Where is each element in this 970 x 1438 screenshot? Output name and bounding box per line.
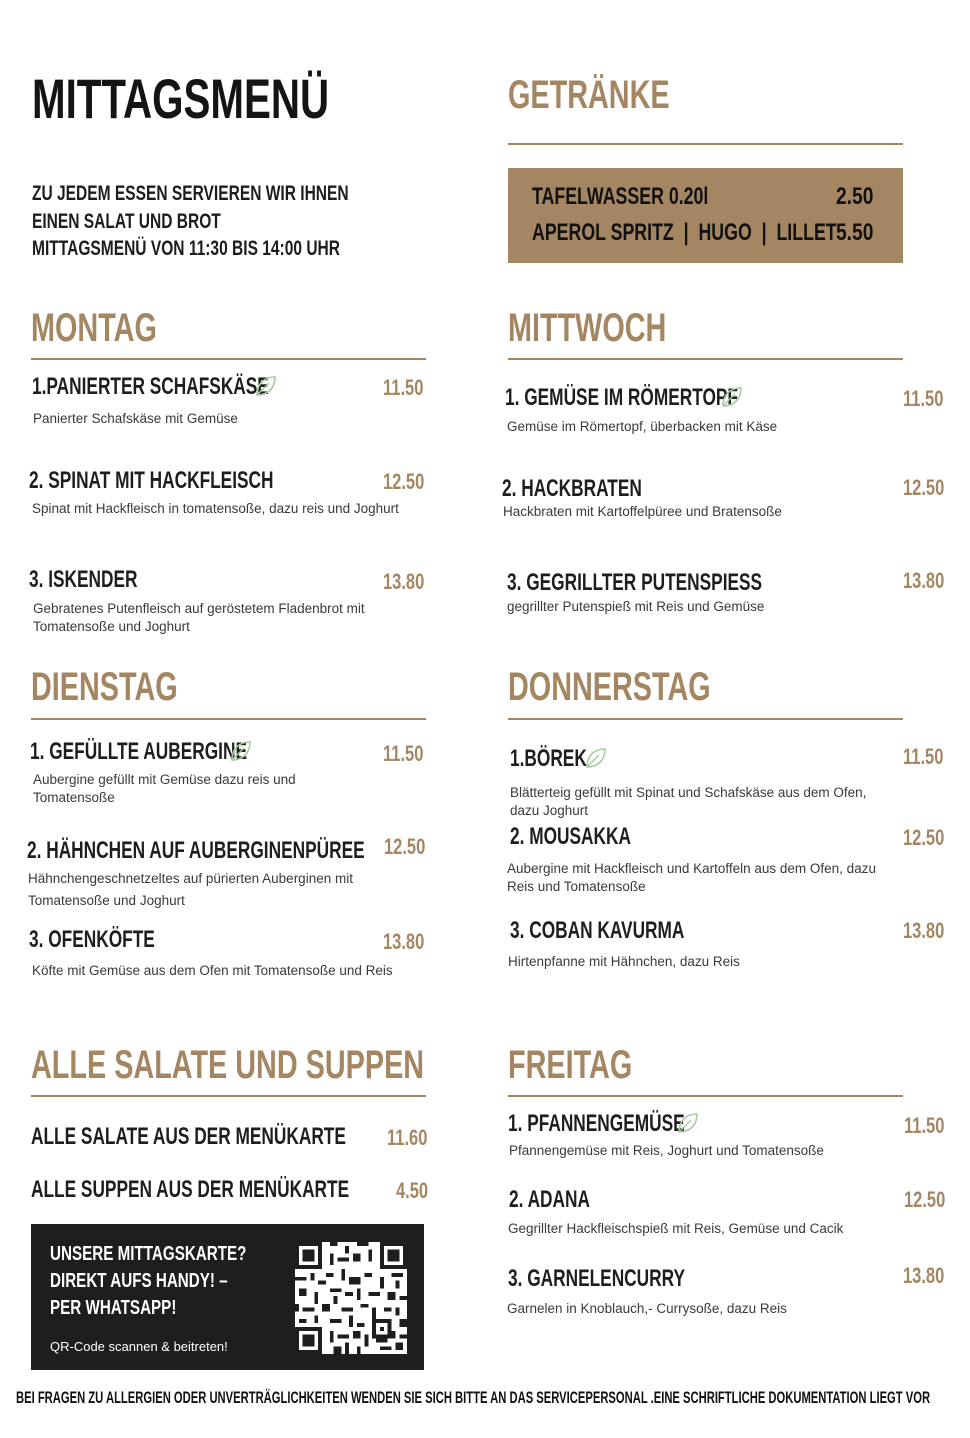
dish-description: Köfte mit Gemüse aus dem Ofen mit Tomatensoße und Reis — [32, 963, 393, 978]
dish-name: 1. PFANNENGEMÜSE — [508, 1110, 685, 1137]
divider — [508, 1095, 903, 1097]
dish-description: Garnelen in Knoblauch,- Currysoße, dazu Reis — [507, 1301, 787, 1316]
dish-description: Aubergine gefüllt mit Gemüse dazu reis und Tomatensoße — [33, 772, 296, 805]
dish-description: Aubergine mit Hackfleisch und Kartoffeln aus dem Ofen, dazu Reis und Tomatensoße — [507, 861, 876, 894]
dish-price: 13.80 — [383, 929, 425, 954]
dish-price: 12.50 — [904, 1187, 946, 1212]
dish-price: 4.50 — [396, 1178, 429, 1203]
dish-name: 1. GEMÜSE IM RÖMERTOPF — [505, 384, 738, 411]
dish-description: Hirtenpfanne mit Hähnchen, dazu Reis — [508, 954, 740, 969]
dish-name: 1.BÖREK — [510, 745, 587, 772]
dish-name: 2. HACKBRATEN — [502, 475, 642, 502]
dish-description: Hähnchengeschnetzeltes auf pürierten Auberginen mit Tomatensoße und Joghurt — [28, 871, 353, 908]
leaf-icon — [719, 385, 743, 409]
section-title-getraenke: GETRÄNKE — [508, 73, 670, 117]
dish-name: 3. COBAN KAVURMA — [510, 917, 685, 944]
leaf-icon — [675, 1111, 699, 1135]
dish-price: 13.80 — [903, 918, 945, 943]
divider — [31, 1095, 426, 1097]
dish-price: 13.80 — [903, 1263, 945, 1288]
dish-price: 12.50 — [903, 475, 945, 500]
promo-line-1: UNSERE MITTAGSKARTE? — [50, 1243, 247, 1265]
dish-description: Gemüse im Römertopf, überbacken mit Käse — [507, 419, 778, 434]
dish-name: 2. SPINAT MIT HACKFLEISCH — [29, 467, 274, 494]
dish-name: 1. GEFÜLLTE AUBERGINE — [30, 738, 247, 765]
section-title-freitag: FREITAG — [508, 1043, 633, 1087]
dish-price: 12.50 — [383, 469, 425, 494]
promo-line-2: DIREKT AUFS HANDY! – — [50, 1270, 228, 1292]
dish-price: 12.50 — [903, 825, 945, 850]
dish-description: gegrillter Putenspieß mit Reis und Gemüse — [507, 599, 765, 614]
dish-name: 3. GARNELENCURRY — [508, 1265, 685, 1292]
dish-description: Blätterteig gefüllt mit Spinat und Schafskäse aus dem Ofen, dazu Joghurt — [510, 785, 867, 818]
dish-price: 13.80 — [903, 568, 945, 593]
dish-description: Pfannengemüse mit Reis, Joghurt und Tomatensoße — [509, 1143, 824, 1158]
dish-price: 12.50 — [384, 834, 426, 859]
qr-code-icon[interactable] — [294, 1242, 408, 1354]
dish-price: 11.50 — [383, 741, 424, 766]
promo-small-text: QR-Code scannen & beitreten! — [50, 1339, 228, 1354]
dish-price: 11.60 — [387, 1125, 428, 1150]
section-title-salate: ALLE SALATE UND SUPPEN — [31, 1043, 425, 1087]
divider — [31, 358, 426, 360]
divider — [508, 718, 903, 720]
dish-description: Hackbraten mit Kartoffelpüree und Bratensoße — [503, 504, 782, 519]
leaf-icon — [583, 746, 607, 770]
intro-line-2: EINEN SALAT UND BROT — [32, 209, 221, 233]
dish-name: 3. ISKENDER — [29, 566, 138, 593]
intro-text — [32, 180, 349, 263]
drink-price: 2.50 — [836, 183, 874, 210]
divider — [31, 718, 426, 720]
divider — [508, 358, 903, 360]
dish-description: Gebratenes Putenfleisch auf geröstetem Fladenbrot mit Tomatensoße und Joghurt — [33, 601, 365, 634]
section-title-montag: MONTAG — [31, 306, 157, 350]
dish-name: 3. GEGRILLTER PUTENSPIESS — [507, 569, 763, 596]
dish-price: 11.50 — [903, 386, 944, 411]
dish-description: Gegrillter Hackfleischspieß mit Reis, Gemüse und Cacik — [508, 1221, 844, 1236]
dish-price: 11.50 — [904, 1113, 945, 1138]
dish-name: 2. HÄHNCHEN AUF AUBERGINENPÜREE — [27, 837, 365, 864]
page-title: MITTAGSMENÜ — [32, 67, 330, 130]
dish-name: ALLE SUPPEN AUS DER MENÜKARTE — [31, 1176, 350, 1203]
dish-name: 2. MOUSAKKA — [510, 823, 631, 850]
dish-name: 1.PANIERTER SCHAFSKÄSE — [32, 373, 269, 400]
drink-name: TAFELWASSER 0.20l — [532, 183, 709, 210]
intro-line-3: MITTAGSMENÜ VON 11:30 BIS 14:00 UHR — [32, 237, 341, 260]
drink-price: 5.50 — [836, 219, 874, 246]
dish-description: Panierter Schafskäse mit Gemüse — [33, 411, 238, 426]
drink-name: APEROL SPRITZ | HUGO | LILLET — [532, 219, 837, 246]
allergy-footer-note: BEI FRAGEN ZU ALLERGIEN ODER UNVERTRÄGLICHKEITEN WENDEN SIE SICH BITTE AN DAS SERVICEPERSONAL .EINE SCHRIFTLICHE DOKUMENTATION LIEGT VOR — [16, 1388, 931, 1407]
promo-text — [50, 1241, 246, 1322]
intro-line-1: ZU JEDEM ESSEN SERVIEREN WIR IHNEN — [32, 182, 349, 205]
section-title-mittwoch: MITTWOCH — [508, 306, 667, 350]
promo-line-3: PER WHATSAPP! — [50, 1297, 177, 1319]
dish-description: Spinat mit Hackfleisch in tomatensoße, dazu reis und Joghurt — [32, 501, 399, 516]
dish-price: 11.50 — [383, 375, 424, 400]
leaf-icon — [253, 374, 277, 398]
dish-name: 3. OFENKÖFTE — [29, 926, 155, 953]
divider — [508, 143, 903, 145]
section-title-dienstag: DIENSTAG — [31, 665, 178, 709]
dish-price: 11.50 — [903, 744, 944, 769]
dish-name: 2. ADANA — [509, 1186, 590, 1213]
dish-name: ALLE SALATE AUS DER MENÜKARTE — [31, 1123, 346, 1150]
section-title-donnerstag: DONNERSTAG — [508, 665, 711, 709]
leaf-icon — [228, 739, 252, 763]
dish-price: 13.80 — [383, 569, 425, 594]
